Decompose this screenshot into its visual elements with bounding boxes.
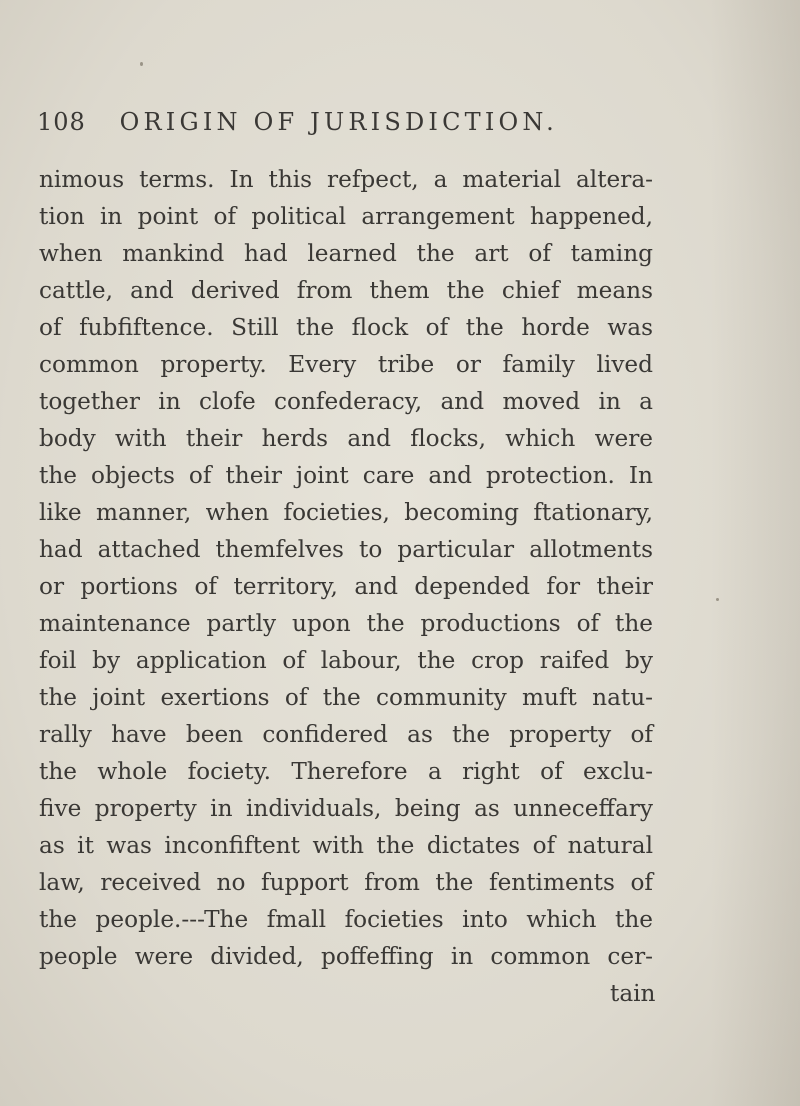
text-line: maintenance partly upon the productions of the: [39, 610, 653, 637]
page-header: [37, 108, 717, 148]
text-line: law, received no fupport from the fentiments of: [39, 869, 653, 896]
ink-speck: [140, 62, 143, 66]
text-line: of fubfiftence. Still the flock of the horde was: [39, 314, 653, 341]
text-line: the people.---The fmall focieties into which the: [39, 906, 653, 933]
text-line: five property in individuals, being as unneceffary: [39, 795, 653, 822]
text-line: as it was inconfiftent with the dictates of natural: [39, 832, 653, 859]
text-line: like manner, when focieties, becoming ftationary,: [39, 499, 653, 526]
catchword: tain: [610, 980, 656, 1007]
page-edge-shadow: [710, 0, 800, 1106]
text-line: together in clofe confederacy, and moved in a: [39, 388, 653, 415]
text-line: the joint exertions of the community muft natu-: [39, 684, 653, 711]
text-line: people were divided, poffeffing in common cer-: [39, 943, 653, 970]
running-title: ORIGIN OF JURISDICTION.: [119, 108, 558, 136]
text-line: the objects of their joint care and protection. In: [39, 462, 653, 489]
ink-speck: [716, 598, 719, 601]
text-line: body with their herds and flocks, which were: [39, 425, 653, 452]
text-line: cattle, and derived from them the chief means: [39, 277, 653, 304]
text-line: common property. Every tribe or family lived: [39, 351, 653, 378]
page-number: 108: [37, 108, 86, 136]
text-line: the whole fociety. Therefore a right of exclu-: [39, 758, 653, 785]
text-line: foil by application of labour, the crop raifed by: [39, 647, 653, 674]
text-line: nimous terms. In this refpect, a material altera-: [39, 166, 653, 193]
text-line: when mankind had learned the art of taming: [39, 240, 653, 267]
text-line: or portions of territory, and depended for their: [39, 573, 653, 600]
text-line: rally have been confidered as the property of: [39, 721, 653, 748]
text-line: tion in point of political arrangement happened,: [39, 203, 653, 230]
text-line: had attached themfelves to particular allotments: [39, 536, 653, 563]
